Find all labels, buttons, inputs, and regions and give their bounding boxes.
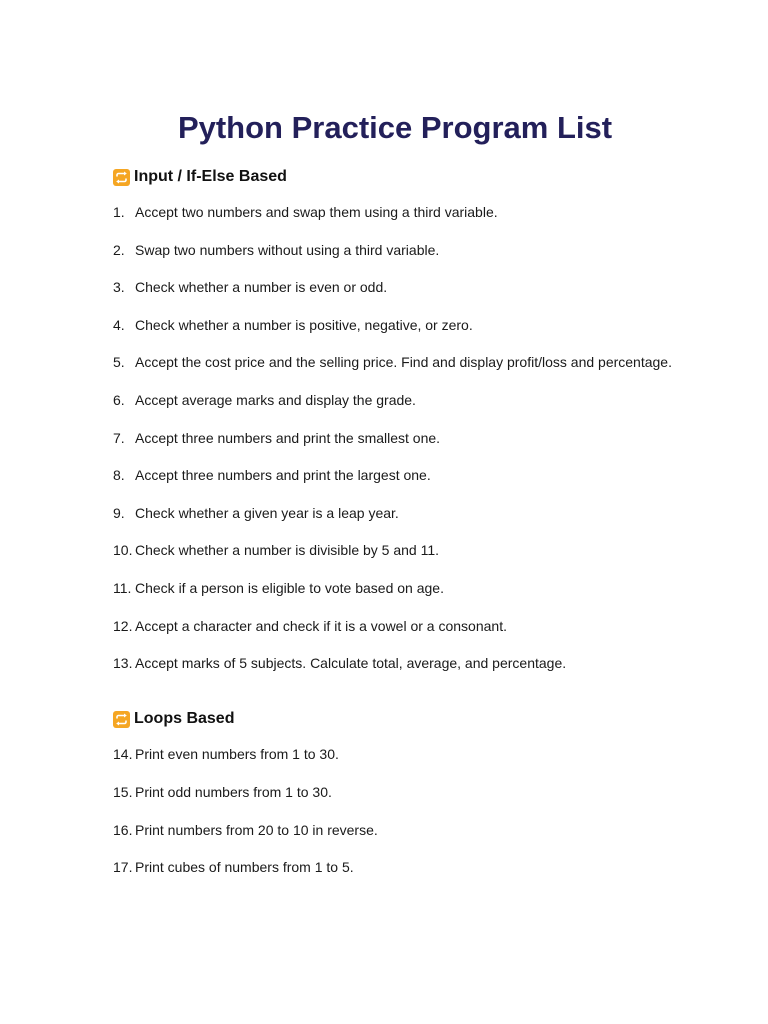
- item-text: Check whether a number is even or odd.: [135, 279, 388, 296]
- program-list: [113, 204, 733, 672]
- section-loops: [113, 708, 733, 897]
- item-text: Print even numbers from 1 to 30.: [135, 746, 339, 762]
- item-text: Check whether a number is divisible by 5 and 11.: [135, 542, 440, 559]
- list-item: [113, 317, 733, 334]
- list-item: [113, 542, 733, 559]
- section-heading-label: Loops Based: [134, 710, 235, 727]
- item-number: 7.: [113, 429, 125, 446]
- list-item: [113, 822, 733, 839]
- item-number: 12.: [113, 617, 133, 634]
- item-text: Accept the cost price and the selling price. Find and display profit/loss and percentage.: [135, 354, 672, 371]
- item-text: Print numbers from 20 to 10 in reverse.: [135, 821, 378, 838]
- section-input-if-else: [113, 166, 733, 693]
- item-text: Print odd numbers from 1 to 30.: [135, 783, 332, 800]
- repeat-icon: [113, 169, 130, 186]
- section-heading: [113, 166, 733, 188]
- item-text: Accept three numbers and print the smallest one.: [135, 429, 441, 446]
- list-item: [113, 392, 733, 409]
- item-number: 14.: [113, 746, 133, 762]
- list-item: [113, 618, 733, 635]
- item-text: Check whether a number is positive, negative, or zero.: [135, 316, 473, 333]
- item-number: 17.: [113, 859, 133, 876]
- item-number: 2.: [113, 241, 125, 258]
- item-text: Accept average marks and display the grade.: [135, 391, 416, 408]
- item-number: 16.: [113, 821, 133, 838]
- item-text: Accept two numbers and swap them using a third variable.: [135, 204, 498, 220]
- list-item: [113, 746, 733, 763]
- list-item: [113, 279, 733, 296]
- item-number: 9.: [113, 504, 125, 521]
- list-item: [113, 580, 733, 597]
- item-text: Swap two numbers without using a third variable.: [135, 241, 440, 258]
- item-number: 4.: [113, 316, 125, 333]
- list-item: [113, 859, 733, 876]
- item-number: 11.: [113, 579, 132, 596]
- list-item: [113, 467, 733, 484]
- section-heading-label: Input / If-Else Based: [134, 168, 287, 185]
- page-title: Python Practice Program List: [177, 110, 613, 145]
- item-number: 15.: [113, 783, 133, 800]
- item-text: Print cubes of numbers from 1 to 5.: [135, 859, 354, 876]
- list-item: [113, 242, 733, 259]
- list-item: [113, 430, 733, 447]
- list-item: [113, 204, 733, 221]
- item-number: 3.: [113, 279, 125, 296]
- list-item: [113, 505, 733, 522]
- list-item: [113, 784, 733, 801]
- item-text: Accept marks of 5 subjects. Calculate total, average, and percentage.: [135, 655, 567, 672]
- repeat-icon: [113, 711, 130, 728]
- list-item: [113, 354, 733, 371]
- item-number: 8.: [113, 467, 125, 484]
- item-number: 1.: [113, 204, 125, 220]
- item-number: 13.: [113, 655, 133, 672]
- list-item: [113, 655, 733, 672]
- item-text: Accept three numbers and print the largest one.: [135, 467, 431, 484]
- section-heading: [113, 708, 733, 730]
- item-text: Accept a character and check if it is a vowel or a consonant.: [135, 617, 507, 634]
- item-number: 6.: [113, 391, 125, 408]
- program-list: [113, 746, 733, 876]
- item-number: 10.: [113, 542, 133, 559]
- item-text: Check whether a given year is a leap year.: [135, 504, 399, 521]
- item-number: 5.: [113, 354, 125, 371]
- item-text: Check if a person is eligible to vote based on age.: [135, 579, 444, 596]
